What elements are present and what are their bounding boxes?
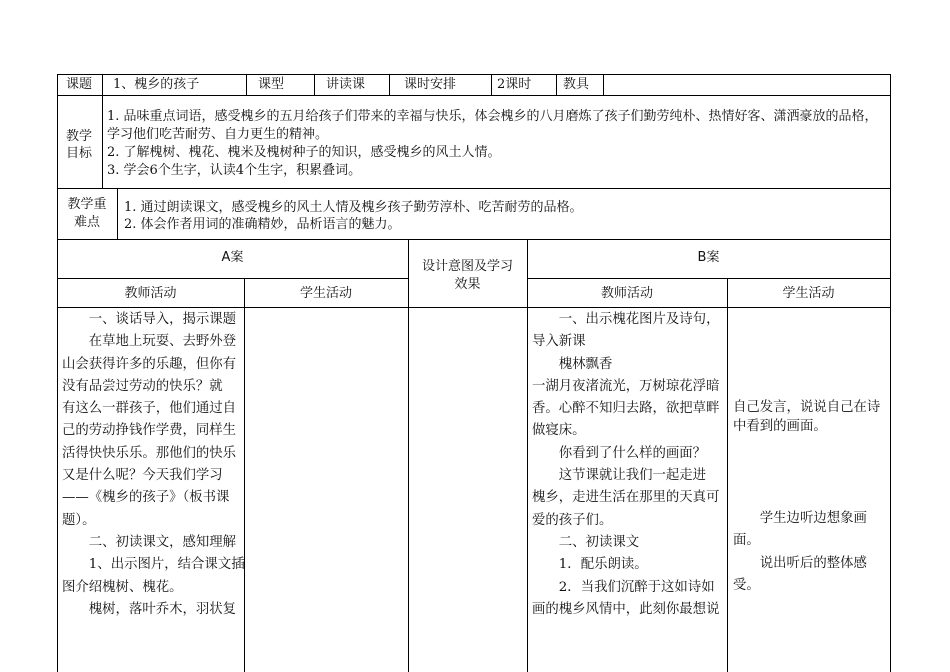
plan-b-teacher-text bbox=[532, 309, 719, 621]
grid-line bbox=[556, 74, 557, 95]
text-line: 自己发言，说说自己在诗 bbox=[733, 400, 881, 415]
grid-line bbox=[389, 74, 390, 95]
text-line: 说出听后的整体感 bbox=[733, 555, 867, 571]
text-line: 画的槐乡风情中，此刻你最想说 bbox=[532, 601, 720, 617]
text-line: 1．配乐朗读。 bbox=[532, 557, 648, 573]
focus-label: 教学重 bbox=[67, 197, 107, 212]
topic-label: 课题 bbox=[66, 77, 93, 92]
goals-label: 目标 bbox=[66, 146, 93, 161]
plan-a-teacher-text bbox=[62, 309, 245, 621]
text-line: 学生边听边想象画 bbox=[733, 511, 867, 526]
text-line: 做寝床。 bbox=[532, 423, 586, 439]
type-label: 课型 bbox=[258, 77, 285, 92]
text-line: 又是什么呢？今天我们学习 bbox=[62, 468, 223, 484]
grid-line bbox=[57, 74, 891, 75]
grid-line bbox=[57, 74, 58, 672]
plan-b-title: B案 bbox=[697, 250, 720, 265]
grid-line bbox=[246, 74, 247, 95]
text-line: 己的劳动挣钱作学费，同样生 bbox=[62, 423, 237, 439]
text-line: ——《槐乡的孩子》（板书课 bbox=[62, 490, 230, 506]
type-value: 讲读课 bbox=[326, 77, 366, 92]
grid-line bbox=[102, 95, 103, 188]
text-line: 活得快快乐乐。那他们的快乐 bbox=[62, 445, 237, 461]
grid-line bbox=[57, 307, 891, 308]
grid-line bbox=[314, 74, 315, 95]
grid-line bbox=[57, 239, 891, 240]
text-line: 没有品尝过劳动的快乐？就 bbox=[62, 378, 223, 394]
text-line: 槐林飘香 bbox=[532, 356, 613, 372]
text-line: 中看到的画面。 bbox=[733, 419, 827, 435]
grid-line bbox=[603, 74, 604, 95]
text-line: 爱的孩子们。 bbox=[532, 512, 613, 528]
text-line: 二、初读课文，感知理解 bbox=[62, 534, 237, 550]
design-header: 效果 bbox=[454, 277, 481, 292]
text-line: 题）。 bbox=[62, 512, 96, 528]
grid-line bbox=[57, 188, 891, 189]
text-line: 1、出示图片，结合课文插 bbox=[62, 557, 245, 573]
plan-b-student-text-2 bbox=[733, 508, 867, 597]
grid-line bbox=[117, 188, 118, 239]
grid-line bbox=[890, 74, 891, 672]
text-line: 你看到了什么样的画面？ bbox=[532, 445, 707, 461]
student-activity-header-a: 学生活动 bbox=[299, 286, 352, 301]
text-line: 槐乡，走进生活在那里的天真可 bbox=[532, 490, 720, 506]
text-line: 受。 bbox=[733, 577, 760, 593]
focus-line: 2. 体会作者用词的准确精妙，品析语言的魅力。 bbox=[124, 217, 401, 232]
teacher-activity-header-a: 教师活动 bbox=[124, 286, 177, 301]
text-line: 一湖月夜渚流光，万树琼花浮暗 bbox=[532, 378, 720, 394]
grid-line bbox=[57, 95, 891, 96]
hours-label: 课时安排 bbox=[404, 77, 457, 92]
text-line: 有这么一群孩子，他们通过自 bbox=[62, 401, 237, 417]
goals-line: 3. 学会6个生字，认读4个生字，积累叠词。 bbox=[107, 163, 362, 178]
text-line: 图介绍槐树、槐花。 bbox=[62, 579, 183, 595]
text-line: 2．当我们沉醉于这如诗如 bbox=[532, 579, 715, 595]
text-line: 山会获得许多的乐趣，但你有 bbox=[62, 356, 237, 372]
topic-value: 1、槐乡的孩子 bbox=[113, 77, 200, 92]
grid-line bbox=[408, 239, 409, 672]
grid-line bbox=[727, 278, 728, 672]
goals-line: 学习他们吃苦耐劳、自力更生的精神。 bbox=[107, 127, 329, 142]
text-line: 导入新课 bbox=[532, 334, 586, 350]
plan-b-student-text-1 bbox=[733, 397, 880, 439]
plan-a-title: A案 bbox=[221, 250, 244, 265]
text-line: 二、初读课文 bbox=[532, 534, 640, 550]
goals-label: 教学 bbox=[66, 129, 93, 144]
grid-line bbox=[491, 74, 492, 95]
teacher-activity-header-b: 教师活动 bbox=[600, 286, 653, 301]
grid-line bbox=[57, 278, 408, 279]
grid-line bbox=[527, 239, 528, 672]
text-line: 面。 bbox=[733, 533, 760, 549]
text-line: 香。心醉不知归去路，欲把草畔 bbox=[532, 401, 720, 417]
goals-line: 2. 了解槐树、槐花、槐米及槐树种子的知识，感受槐乡的风土人情。 bbox=[107, 145, 501, 160]
text-line: 一、谈话导入，揭示课题 bbox=[62, 312, 237, 327]
grid-line bbox=[527, 278, 891, 279]
text-line: 在草地上玩耍、去野外登 bbox=[62, 334, 237, 350]
design-header: 设计意图及学习 bbox=[421, 259, 513, 274]
text-line: 一、出示槐花图片及诗句， bbox=[532, 312, 720, 327]
grid-line bbox=[102, 74, 103, 95]
text-line: 槐树，落叶乔木，羽状复 bbox=[62, 601, 237, 617]
student-activity-header-b: 学生活动 bbox=[782, 286, 835, 301]
focus-label: 难点 bbox=[73, 215, 100, 230]
aids-label: 教具 bbox=[563, 77, 590, 92]
hours-value: 2课时 bbox=[497, 77, 532, 92]
goals-line: 1. 品味重点词语，感受槐乡的五月给孩子们带来的幸福与快乐，体会槐乡的八月磨炼了孩子们勤劳纯朴、热情好客、潇洒豪放的品格， bbox=[107, 109, 878, 124]
focus-line: 1. 通过朗读课文，感受槐乡的风土人情及槐乡孩子勤劳淳朴、吃苦耐劳的品格。 bbox=[124, 200, 583, 215]
text-line: 这节课就让我们一起走进 bbox=[532, 468, 707, 484]
